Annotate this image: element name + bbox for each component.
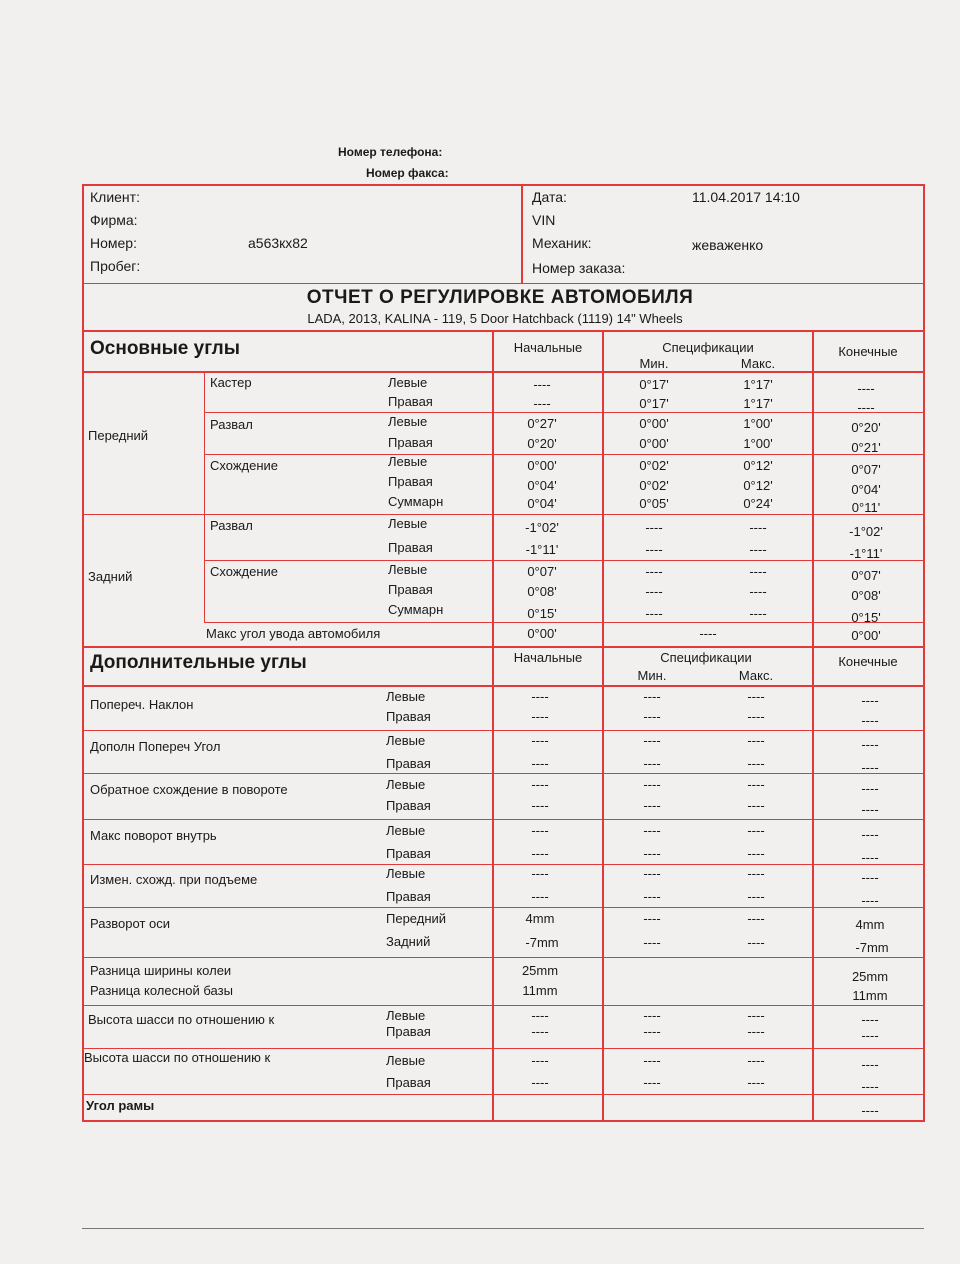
main-min-value: ---- [645, 564, 663, 579]
dash-value: ---- [643, 689, 661, 704]
side-label: Правая [386, 889, 431, 904]
main-initial-value: 0°27' [527, 416, 557, 431]
dash-value: ---- [861, 781, 879, 796]
main-min-value: 0°00' [639, 436, 669, 451]
main-max-value: ---- [749, 584, 767, 599]
main-initial-value: 0°00' [527, 458, 557, 473]
dash-value: ---- [531, 733, 549, 748]
dash-value: ---- [747, 823, 765, 838]
dash-value: ---- [643, 1024, 661, 1039]
main-max-value: 0°12' [743, 478, 773, 493]
dash-value: ---- [531, 1008, 549, 1023]
side-label: Левые [386, 777, 426, 792]
main-final-value: ---- [857, 381, 875, 396]
report-title: ОТЧЕТ О РЕГУЛИРОВКЕ АВТОМОБИЛЯ [306, 287, 694, 308]
dash-value: ---- [747, 777, 765, 792]
main-min-value: 0°17' [639, 396, 669, 411]
extra-initial-header: Начальные [513, 650, 583, 665]
main-final-value: ---- [857, 400, 875, 415]
dash-value: ---- [861, 1079, 879, 1094]
main-max-value: 1°17' [743, 396, 773, 411]
dash-value: ---- [643, 733, 661, 748]
dash-value: ---- [861, 827, 879, 842]
setback-front-initial: 4mm [525, 911, 555, 926]
main-initial-value: -1°11' [525, 542, 559, 557]
main-initial-value: 0°04' [527, 478, 557, 493]
sai-label: Попереч. Наклон [90, 697, 194, 712]
side-label: Левые [386, 866, 426, 881]
dash-value: ---- [747, 709, 765, 724]
dash-value: ---- [861, 870, 879, 885]
dash-value: ---- [747, 846, 765, 861]
main-max-value: 1°17' [743, 377, 773, 392]
setback-min: ---- [643, 911, 661, 926]
dash-value: ---- [747, 1024, 765, 1039]
dash-value: ---- [643, 866, 661, 881]
frame-angle-final: ---- [861, 1103, 879, 1118]
main-min-value: ---- [645, 542, 663, 557]
side-label: Левые [388, 454, 428, 469]
bottom-rule [82, 1228, 924, 1229]
order-label: Номер заказа: [532, 260, 626, 276]
dash-value: ---- [531, 1075, 549, 1090]
main-max-value: ---- [749, 606, 767, 621]
main-initial-value: 0°20' [527, 436, 557, 451]
main-max-header: Макс. [740, 356, 776, 371]
setback-label: Разворот оси [90, 916, 171, 931]
side-label: Правая [386, 1024, 431, 1039]
ride-height-2-label: Высота шасси по отношению к [84, 1050, 271, 1065]
setback-min: ---- [643, 935, 661, 950]
extra-min-header: Мин. [637, 668, 667, 683]
firm-label: Фирма: [90, 212, 138, 228]
dash-value: ---- [531, 777, 549, 792]
dash-value: ---- [747, 756, 765, 771]
side-label: Левые [386, 733, 426, 748]
main-initial-header: Начальные [513, 340, 583, 355]
dash-value: ---- [747, 689, 765, 704]
side-label: Левые [388, 562, 428, 577]
dash-value: ---- [531, 889, 549, 904]
dash-value: ---- [861, 760, 879, 775]
main-final-value: 0°08' [851, 588, 881, 603]
dash-value: ---- [643, 846, 661, 861]
main-min-value: 0°00' [639, 416, 669, 431]
vin-label: VIN [532, 212, 556, 228]
dash-value: ---- [531, 823, 549, 838]
main-final-value: 0°15' [851, 610, 881, 625]
main-min-value: 0°02' [639, 478, 669, 493]
ride-height-1-label: Высота шасси по отношению к [88, 1012, 275, 1027]
rear-camber-label: Развал [210, 518, 253, 533]
wheelbase-diff-final: 11mm [852, 988, 888, 1003]
number-label: Номер: [90, 235, 137, 251]
dash-value: ---- [861, 693, 879, 708]
dash-value: ---- [747, 1075, 765, 1090]
front-camber-label: Развал [210, 417, 253, 432]
main-max-value: ---- [749, 542, 767, 557]
main-final-value: 0°07' [851, 568, 881, 583]
date-label: Дата: [532, 189, 567, 205]
thrust-spec: ---- [699, 626, 717, 641]
setback-front-final: 4mm [855, 917, 885, 932]
mechanic-value: жеваженко [692, 237, 764, 253]
number-value: а563кх82 [248, 235, 308, 251]
main-spec-header: Спецификации [662, 340, 754, 355]
front-axle-label: Передний [88, 428, 149, 443]
mechanic-label: Механик: [532, 235, 592, 251]
side-label: Правая [386, 846, 431, 861]
wheelbase-diff-label: Разница колесной базы [90, 983, 233, 998]
main-initial-value: 0°04' [527, 496, 557, 511]
dash-value: ---- [747, 889, 765, 904]
dash-value: ---- [531, 866, 549, 881]
main-final-value: -1°11' [849, 546, 883, 561]
client-label: Клиент: [90, 189, 140, 205]
main-final-value: 0°20' [851, 420, 881, 435]
main-max-value: 1°00' [743, 436, 773, 451]
extra-section-title: Дополнительные углы [90, 652, 307, 673]
dash-value: ---- [861, 1012, 879, 1027]
dash-value: ---- [643, 798, 661, 813]
main-min-value: ---- [645, 584, 663, 599]
main-initial-value: ---- [533, 377, 551, 392]
dash-value: ---- [747, 1008, 765, 1023]
dash-value: ---- [643, 889, 661, 904]
dash-value: ---- [643, 777, 661, 792]
main-max-value: 1°00' [743, 416, 773, 431]
dash-value: ---- [643, 709, 661, 724]
dash-value: ---- [861, 713, 879, 728]
side-label: Задний [386, 934, 431, 949]
mileage-label: Пробег: [90, 258, 141, 274]
bump-steer-label: Измен. схожд. при подъеме [90, 872, 258, 887]
dash-value: ---- [861, 1028, 879, 1043]
main-max-value: 0°24' [743, 496, 773, 511]
dash-value: ---- [643, 1075, 661, 1090]
dash-value: ---- [861, 737, 879, 752]
main-initial-value: 0°08' [527, 584, 557, 599]
side-label: Правая [388, 435, 433, 450]
main-initial-value: 0°15' [527, 606, 557, 621]
dash-value: ---- [861, 893, 879, 908]
main-min-value: 0°02' [639, 458, 669, 473]
main-final-header: Конечные [838, 344, 898, 359]
main-min-header: Мин. [639, 356, 669, 371]
dash-value: ---- [747, 866, 765, 881]
setback-rear-final: -7mm [855, 940, 889, 955]
side-label: Суммарн [388, 494, 444, 509]
extra-spec-header: Спецификации [660, 650, 752, 665]
thrust-final: 0°00' [851, 628, 881, 643]
dash-value: ---- [531, 846, 549, 861]
dash-value: ---- [531, 798, 549, 813]
main-max-value: 0°12' [743, 458, 773, 473]
dash-value: ---- [747, 733, 765, 748]
main-final-value: 0°04' [851, 482, 881, 497]
thrust-initial: 0°00' [527, 626, 557, 641]
side-label: Суммарн [388, 602, 444, 617]
main-section-title: Основные углы [90, 338, 240, 359]
side-label: Левые [388, 414, 428, 429]
rear-toe-label: Схождение [210, 564, 279, 579]
dash-value: ---- [643, 756, 661, 771]
main-initial-value: 0°07' [527, 564, 557, 579]
side-label: Левые [386, 1008, 426, 1023]
side-label: Передний [386, 911, 447, 926]
dash-value: ---- [861, 802, 879, 817]
toe-out-on-turns-label: Обратное схождение в повороте [90, 782, 288, 797]
ia-label: Дополн Попереч Угол [90, 739, 221, 754]
track-diff-label: Разница ширины колеи [90, 963, 232, 978]
setback-max: ---- [747, 935, 765, 950]
dash-value: ---- [643, 823, 661, 838]
main-min-value: 0°05' [639, 496, 669, 511]
dash-value: ---- [531, 1024, 549, 1039]
side-label: Правая [386, 756, 431, 771]
dash-value: ---- [531, 756, 549, 771]
side-label: Правая [386, 709, 431, 724]
main-max-value: ---- [749, 520, 767, 535]
main-final-value: 0°21' [851, 440, 881, 455]
side-label: Правая [388, 582, 433, 597]
side-label: Левые [388, 516, 428, 531]
rear-axle-label: Задний [88, 569, 133, 584]
date-value: 11.04.2017 14:10 [692, 189, 800, 205]
main-min-value: 0°17' [639, 377, 669, 392]
report-subtitle: LADA, 2013, KALINA - 119, 5 Door Hatchback (1119) 14" Wheels [307, 311, 683, 326]
side-label: Правая [388, 474, 433, 489]
thrust-angle-label: Макс угол увода автомобиля [206, 626, 381, 641]
setback-rear-initial: -7mm [525, 935, 559, 950]
dash-value: ---- [643, 1008, 661, 1023]
side-label: Левые [386, 1053, 426, 1068]
main-initial-value: ---- [533, 396, 551, 411]
frame-angle-label: Угол рамы [86, 1098, 155, 1113]
side-label: Правая [388, 394, 433, 409]
caster-label: Кастер [210, 375, 252, 390]
dash-value: ---- [861, 1057, 879, 1072]
dash-value: ---- [747, 798, 765, 813]
front-toe-label: Схождение [210, 458, 279, 473]
extra-max-header: Макс. [738, 668, 774, 683]
dash-value: ---- [861, 850, 879, 865]
dash-value: ---- [531, 709, 549, 724]
main-final-value: 0°11' [851, 500, 881, 515]
main-min-value: ---- [645, 606, 663, 621]
track-diff-initial: 25mm [521, 963, 559, 978]
fax-label: Номер факса: [366, 166, 449, 180]
side-label: Правая [386, 1075, 431, 1090]
wheelbase-diff-initial: 11mm [522, 983, 558, 998]
side-label: Левые [388, 375, 428, 390]
side-label: Левые [386, 823, 426, 838]
main-initial-value: -1°02' [525, 520, 559, 535]
side-label: Правая [388, 540, 433, 555]
phone-label: Номер телефона: [338, 145, 443, 159]
main-final-value: -1°02' [849, 524, 883, 539]
side-label: Правая [386, 798, 431, 813]
max-turn-label: Макс поворот внутрь [90, 828, 217, 843]
main-max-value: ---- [749, 564, 767, 579]
dash-value: ---- [643, 1053, 661, 1068]
setback-max: ---- [747, 911, 765, 926]
extra-final-header: Конечные [838, 654, 898, 669]
dash-value: ---- [531, 1053, 549, 1068]
main-final-value: 0°07' [851, 462, 881, 477]
side-label: Левые [386, 689, 426, 704]
main-min-value: ---- [645, 520, 663, 535]
dash-value: ---- [531, 689, 549, 704]
track-diff-final: 25mm [851, 969, 889, 984]
dash-value: ---- [747, 1053, 765, 1068]
